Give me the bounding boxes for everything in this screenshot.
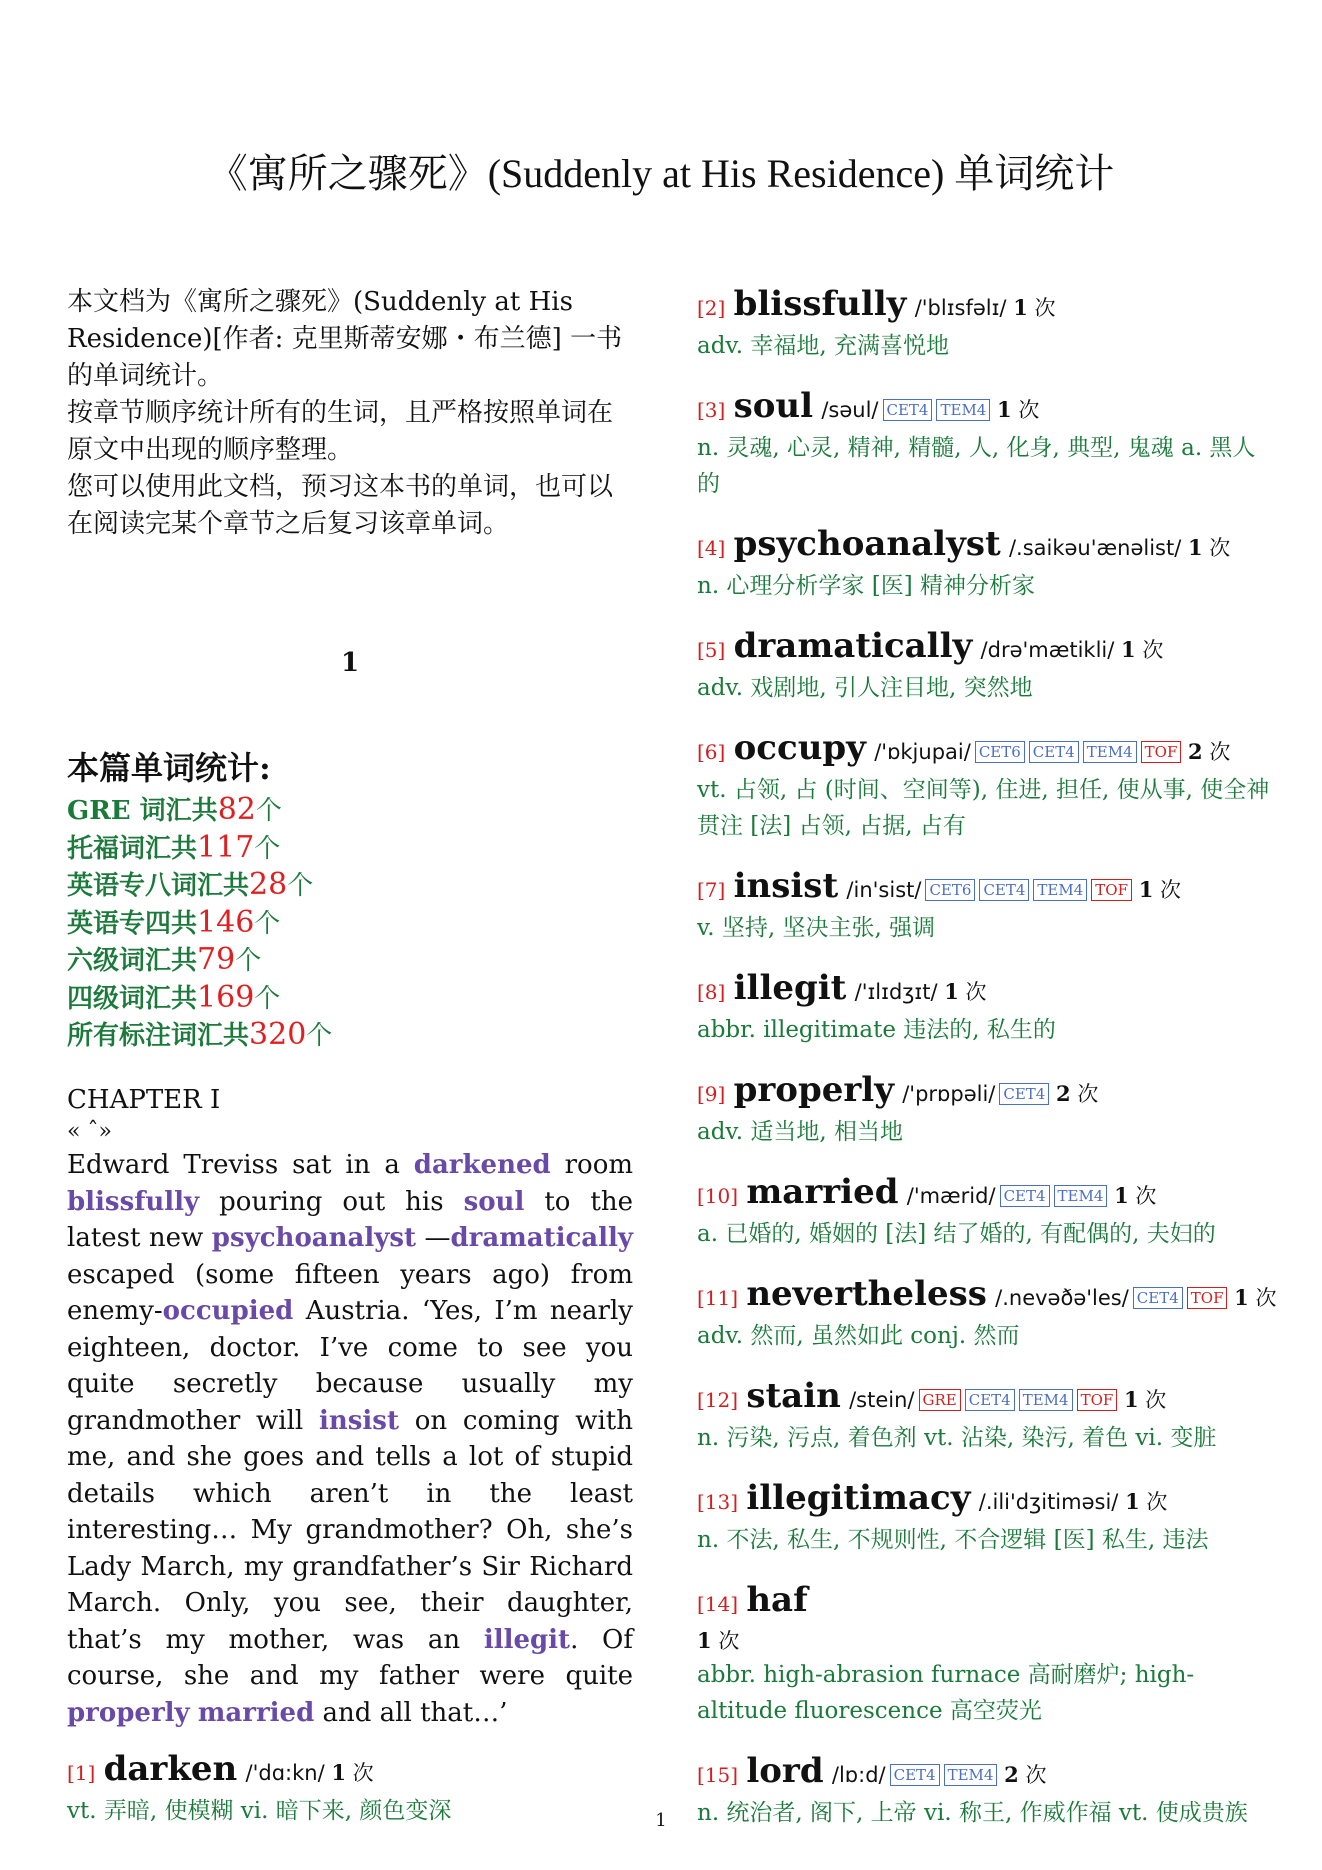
entry-count-unit: 次 [1255, 1286, 1277, 1310]
entry-word: properly [733, 1070, 894, 1110]
vocab-entry [697, 1478, 1277, 1558]
entry-definition: adv. 然而, 虽然如此 conj. 然而 [697, 1323, 1020, 1349]
chapter-title: CHAPTER I [67, 1085, 221, 1115]
entry-word: blissfully [733, 284, 907, 324]
exam-tag-cet4: CET4 [1133, 1287, 1183, 1309]
exam-tag-tem4: TEM4 [936, 399, 990, 421]
passage-text: room [550, 1150, 634, 1180]
entry-head [697, 968, 1277, 1012]
page-number: 1 [655, 1810, 667, 1831]
exam-tag-tem4: TEM4 [1033, 879, 1087, 901]
entry-count [1181, 536, 1230, 560]
vocab-entry-list [697, 284, 1277, 1831]
vocab-entry [697, 1580, 1277, 1729]
stat-value: 79 [197, 942, 236, 977]
exam-tag-cet4: CET4 [890, 1764, 940, 1786]
entry-phonetic: /stein/ [849, 1388, 915, 1412]
stat-unit: 个 [254, 908, 281, 939]
stat-value: 146 [197, 904, 255, 940]
entry-phonetic: /'prɒpəli/ [902, 1082, 996, 1106]
entry-word: lord [746, 1751, 824, 1791]
entry-word: dramatically [733, 626, 973, 666]
entry-count-unit: 次 [352, 1761, 374, 1785]
exam-tag-cet4: CET4 [979, 879, 1029, 901]
vocab-stats [67, 748, 633, 1055]
entry-head [697, 1172, 1277, 1216]
entry-definition: vt. 弄暗, 使模糊 vi. 暗下来, 颜色变深 [67, 1798, 452, 1824]
vocab-entry [697, 524, 1277, 604]
vocab-entry [697, 1070, 1277, 1150]
vocab-entry [697, 386, 1277, 502]
stat-unit: 个 [287, 871, 314, 901]
passage-text: Austria. ‘Yes, I’m nearly eighteen, doctor. I’ve come to see you quite secretly because usually my grandmother will [67, 1296, 633, 1436]
entry-definition: vt. 占领, 占 (时间、空间等), 住进, 担任, 使从事, 使全神贯注 [法] 占领, 占据, 占有 [697, 777, 1270, 839]
passage-text: to the latest new [67, 1186, 633, 1253]
entry-index: [2] [697, 296, 726, 320]
passage-text [190, 1698, 198, 1728]
entry-count-unit: 次 [1209, 536, 1231, 560]
exam-tag-cet4: CET4 [999, 1083, 1049, 1105]
entry-definition: abbr. illegitimate 违法的, 私生的 [697, 1017, 1056, 1043]
entry-count-value: 1 [1234, 1285, 1249, 1310]
entry-phonetic: /.ili'dʒitiməsi/ [978, 1490, 1119, 1514]
vocab-entry [697, 284, 1277, 364]
exam-tag-cet4: CET4 [883, 399, 933, 421]
entry-count-unit: 次 [1209, 740, 1231, 764]
vocab-entry [697, 626, 1277, 706]
exam-tag-cet6: CET6 [975, 741, 1025, 763]
passage-text: Edward Treviss sat in a [67, 1150, 414, 1180]
entry-phonetic: /'ɪlɪdʒɪt/ [854, 980, 938, 1004]
stat-unit: 个 [255, 796, 282, 826]
entry-index: [11] [697, 1286, 739, 1310]
entry-count-value: 1 [1013, 295, 1028, 320]
stat-unit: 个 [306, 1021, 333, 1051]
entry-count-unit: 次 [1135, 1184, 1157, 1208]
entry-head [697, 1478, 1277, 1522]
intro-section [67, 284, 633, 543]
entry-count-unit: 次 [1146, 1490, 1168, 1514]
entry-word: illegitimacy [746, 1478, 971, 1518]
entry-count-unit: 次 [1145, 1388, 1167, 1412]
entry-word: stain [746, 1376, 841, 1416]
exam-tag-tof: TOF [1091, 879, 1132, 901]
vocab-entry [697, 728, 1277, 844]
entry-count-value: 1 [1187, 535, 1203, 560]
entry-definition: n. 污染, 污点, 着色剂 vt. 沾染, 染污, 着色 vi. 变脏 [697, 1425, 1217, 1451]
exam-tag-cet4: CET4 [965, 1389, 1015, 1411]
entry-word: haf [746, 1580, 808, 1620]
exam-tag-tem4: TEM4 [1019, 1389, 1073, 1411]
entry-count-unit: 次 [718, 1629, 740, 1653]
entry-phonetic: /'dɑ:kn/ [245, 1761, 325, 1785]
entry-word: illegit [733, 968, 847, 1008]
entry-index: [9] [697, 1082, 726, 1106]
highlighted-word: occupied [162, 1296, 294, 1326]
entry-count-unit: 次 [1160, 878, 1181, 902]
entry-count-unit: 次 [1025, 1763, 1047, 1787]
passage-text: and all that…’ [314, 1697, 508, 1728]
entry-index: [14] [697, 1592, 739, 1616]
entry-head [67, 1749, 633, 1793]
entry-index: [7] [697, 878, 726, 902]
entry-word: nevertheless [746, 1274, 987, 1314]
stat-value: 117 [197, 829, 255, 865]
entry-definition: abbr. high-abrasion furnace 高耐磨炉; high-altitude fluorescence 高空荧光 [697, 1662, 1195, 1724]
entry-count-line [697, 1624, 1277, 1657]
entry-word: occupy [733, 728, 866, 768]
exam-tag-tof: TOF [1141, 741, 1182, 763]
chapter-number: 1 [340, 648, 360, 678]
stat-label: 英语专八词汇共 [67, 871, 250, 901]
entry-count [1114, 638, 1163, 662]
entry-index: [13] [697, 1490, 739, 1514]
highlighted-word: properly [67, 1697, 190, 1728]
entry-index: [3] [697, 398, 726, 422]
stat-label: 所有标注词汇共 [67, 1021, 250, 1051]
entry-count [697, 1629, 739, 1653]
vocab-entry [697, 1376, 1277, 1456]
intro-paragraph: 您可以使用此文档，预习这本书的单词，也可以在阅读完某个章节之后复习该章单词。 [67, 472, 614, 539]
stat-value: 28 [249, 867, 288, 902]
entry-count [1132, 878, 1181, 902]
stat-row [67, 792, 633, 830]
vocab-entry [697, 968, 1277, 1048]
stat-label: GRE 词汇共 [67, 796, 218, 826]
entry-definition: n. 灵魂, 心灵, 精神, 精髓, 人, 化身, 典型, 鬼魂 a. 黑人的 [697, 435, 1256, 497]
entry-head [697, 386, 1277, 430]
stat-unit: 个 [254, 833, 281, 864]
exam-tag-tem4: TEM4 [1054, 1185, 1108, 1207]
entry-count-value: 1 [944, 979, 959, 1004]
entry-count-value: 1 [331, 1760, 346, 1785]
exam-tag-tem4: TEM4 [944, 1764, 998, 1786]
intro-paragraph: 按章节顺序统计所有的生词，且严格按照单词在原文中出现的顺序整理。 [67, 398, 614, 465]
stats-title: 本篇单词统计: [67, 749, 271, 787]
stat-row [67, 1017, 633, 1055]
stat-label: 六级词汇共 [67, 946, 198, 976]
entry-count [1181, 740, 1230, 764]
highlighted-word: married [197, 1697, 315, 1728]
entry-count-value: 2 [1056, 1081, 1071, 1106]
entry-index: [8] [697, 980, 726, 1004]
entry-index: [1] [67, 1761, 96, 1785]
entry-head [697, 866, 1277, 910]
entry-count-value: 1 [1121, 637, 1136, 662]
entry-definition: adv. 戏剧地, 引人注目地, 突然地 [697, 675, 1033, 701]
entry-count [1007, 296, 1056, 320]
entry-definition: a. 已婚的, 婚姻的 [法] 结了婚的, 有配偶的, 夫妇的 [697, 1221, 1216, 1247]
entry-head [697, 728, 1277, 772]
entry-phonetic: /'blɪsfəlɪ/ [914, 296, 1007, 320]
highlighted-word: dramatically [450, 1223, 634, 1253]
intro-paragraph: 本文档为《寓所之骤死》(Suddenly at His Residence)[作者: 克里斯蒂安娜・布兰德] 一书的单词统计。 [67, 287, 623, 391]
chapter-passage [67, 1147, 633, 1731]
stat-unit: 个 [235, 946, 262, 976]
entry-count-unit: 次 [1077, 1082, 1099, 1106]
stat-value: 169 [197, 979, 255, 1015]
entry-index: [5] [697, 638, 726, 662]
document-title: 《寓所之骤死》(Suddenly at His Residence) 单词统计 [207, 151, 1115, 196]
vocab-entry [697, 1172, 1277, 1252]
entry-index: [15] [697, 1763, 739, 1787]
entry-word: married [746, 1172, 899, 1212]
passage-text: pouring out his [199, 1186, 464, 1217]
entry-count-value: 1 [1125, 1489, 1140, 1514]
entry-head [697, 1376, 1277, 1420]
entry-head [697, 1070, 1277, 1114]
chapter-section [67, 1083, 633, 1829]
exam-tag-cet4: CET4 [1000, 1185, 1050, 1207]
exam-tag-cet6: CET6 [925, 879, 975, 901]
entry-definition: n. 心理分析学家 [医] 精神分析家 [697, 573, 1036, 599]
entry-count [1117, 1388, 1166, 1412]
entry-definition: n. 不法, 私生, 不规则性, 不合逻辑 [医] 私生, 违法 [697, 1527, 1209, 1553]
entry-count [325, 1761, 374, 1785]
highlighted-word: insist [319, 1405, 399, 1436]
stat-value: 82 [217, 792, 256, 827]
entry-phonetic: /in'sist/ [846, 878, 922, 902]
entry-count [997, 1763, 1046, 1787]
entry-phonetic: /.nevəðə'les/ [995, 1286, 1129, 1310]
entry-head [697, 626, 1277, 670]
exam-tag-tof: TOF [1187, 1287, 1228, 1309]
entry-count-value: 2 [1004, 1762, 1019, 1787]
entry-definition: n. 统治者, 阁下, 上帝 vi. 称王, 作威作福 vt. 使成贵族 [697, 1800, 1248, 1826]
entry-definition: v. 坚持, 坚决主张, 强调 [697, 915, 936, 941]
entry-count [938, 980, 987, 1004]
entry-count-value: 1 [697, 1628, 712, 1653]
entry-count-unit: 次 [1034, 296, 1056, 320]
entry-phonetic: /səul/ [821, 398, 879, 422]
passage-text: . Of course, she and my father were quite [67, 1624, 633, 1691]
highlighted-word: psychoanalyst [211, 1223, 417, 1253]
entry-phonetic: /drə'mætikli/ [980, 638, 1115, 662]
entry-count-value: 1 [1114, 1183, 1129, 1208]
entry-phonetic: /'ɒkjupai/ [874, 740, 971, 764]
stat-label: 托福词汇共 [67, 833, 198, 864]
stat-row [67, 905, 633, 943]
entry-definition: adv. 适当地, 相当地 [697, 1119, 903, 1145]
entry-count-value: 1 [1123, 1387, 1139, 1412]
stat-value: 320 [249, 1017, 307, 1052]
chapter-marks: « ˆ» [67, 1119, 112, 1144]
entry-count-value: 1 [1138, 877, 1154, 902]
entry-word: insist [733, 866, 839, 906]
entry-count-unit: 次 [1018, 398, 1040, 422]
stat-label: 四级词汇共 [67, 983, 198, 1014]
entry-head [697, 524, 1277, 568]
exam-tag-gre: GRE [919, 1389, 961, 1411]
highlighted-word: blissfully [67, 1186, 200, 1217]
entry-count-value: 1 [997, 397, 1012, 422]
stats-rows [67, 792, 633, 1055]
entry-definition: adv. 幸福地, 充满喜悦地 [697, 333, 949, 359]
highlighted-word: darkened [413, 1150, 551, 1180]
entry-phonetic: /lɒ:d/ [831, 1763, 886, 1787]
passage-text: — [416, 1223, 451, 1253]
entry-word: psychoanalyst [733, 524, 1001, 564]
entry-head [697, 1751, 1277, 1795]
passage-text: escaped (some fifteen years ago) from enemy- [67, 1259, 633, 1326]
stat-unit: 个 [254, 983, 281, 1014]
stat-row [67, 980, 633, 1018]
stat-row [67, 830, 633, 868]
entry-phonetic: /.saikəu'ænəlist/ [1008, 536, 1182, 560]
exam-tag-cet4: CET4 [1029, 741, 1079, 763]
entry-head [697, 1580, 1277, 1624]
entry-word: darken [103, 1749, 238, 1789]
stat-row [67, 942, 633, 980]
entry-index: [12] [697, 1388, 739, 1412]
highlighted-word: soul [463, 1186, 525, 1217]
entry-word: soul [733, 386, 814, 426]
entry-count [990, 398, 1039, 422]
entry-count-unit: 次 [965, 980, 987, 1004]
entry-head [697, 284, 1277, 328]
exam-tag-tof: TOF [1077, 1389, 1118, 1411]
passage-text: on coming with me, and she goes and tells a lot of stupid details which aren’t in the least interesting… My grandmother? Oh, she’s Lady March, my grandfather’s Sir Richard March. Only, you see, their daughter, that’s my mother, was an [67, 1405, 633, 1655]
entry-count [1107, 1184, 1156, 1208]
entry-count-value: 2 [1188, 739, 1203, 764]
entry-count [1227, 1286, 1276, 1310]
highlighted-word: illegit [483, 1624, 571, 1655]
entry-head [697, 1274, 1277, 1318]
stat-row [67, 867, 633, 905]
entry-phonetic: /'mærid/ [906, 1184, 996, 1208]
entry-count-unit: 次 [1142, 638, 1164, 662]
entry-index: [10] [697, 1184, 739, 1208]
vocab-entry [697, 866, 1277, 946]
exam-tag-tem4: TEM4 [1083, 741, 1137, 763]
entry-index: [4] [697, 536, 726, 560]
entry-count [1118, 1490, 1167, 1514]
vocab-entry [697, 1274, 1277, 1354]
entry-count [1049, 1082, 1098, 1106]
stat-label: 英语专四共 [67, 908, 198, 939]
entry-index: [6] [697, 740, 726, 764]
